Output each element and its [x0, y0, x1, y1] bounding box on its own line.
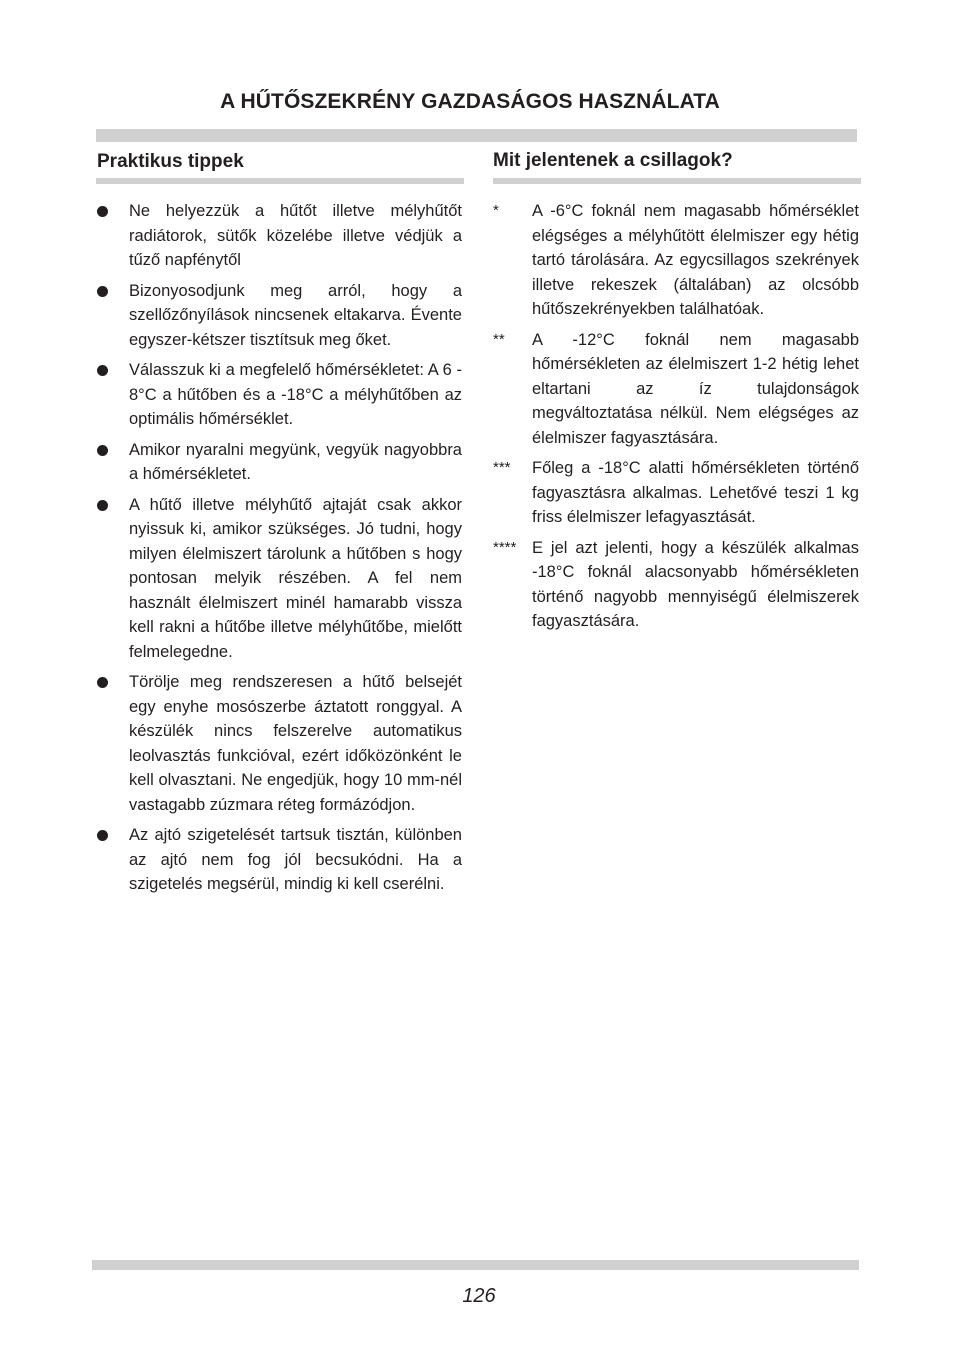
tip-text: Válasszuk ki a megfelelő hőmérsékletet: A 6 - 8°C a hűtőben és a -18°C a mélyhűtőben az optimális hőmérséklet.	[129, 361, 462, 428]
footer-divider	[92, 1260, 859, 1270]
list-item	[493, 199, 859, 322]
list-item	[96, 823, 462, 897]
tip-text: Amikor nyaralni megyünk, vegyük nagyobbra a hőmérsékletet.	[129, 440, 462, 483]
stars-heading-divider	[493, 178, 861, 184]
list-item	[96, 199, 462, 273]
list-item	[96, 438, 462, 487]
tip-text: Törölje meg rendszeresen a hűtő belsejét egy enyhe mosószerbe áztatott ronggyal. A készülék nincs felszerelve automatikus leolvasztás funkcióval, ezért időközönként le kell olvasztani. Ne engedjük, hogy 10 mm-nél vastagabb zúzmara réteg formázódjon.	[129, 673, 462, 814]
bullet-icon	[97, 500, 108, 511]
tip-text: Ne helyezzük a hűtőt illetve mélyhűtőt radiátorok, sütők közelébe illetve védjük a tűző napfénytől	[129, 202, 462, 269]
bullet-icon	[97, 677, 108, 688]
star-rating-mark: **	[493, 330, 505, 348]
bullet-icon	[97, 206, 108, 217]
star-rating-text: A -12°C foknál nem magasabb hőmérsékleten az élelmiszert 1-2 hétig lehet eltartani az íz tulajdonságok megváltoztatása nélkül. Nem elégséges az élelmiszer fagyasztására.	[532, 330, 859, 447]
page-number: 126	[462, 1285, 496, 1307]
list-item	[493, 456, 859, 530]
star-rating-mark: ***	[493, 459, 511, 476]
star-rating-text: E jel azt jelenti, hogy a készülék alkalmas -18°C foknál alacsonyabb hőmérsékleten történő nagyobb mennyiségű élelmiszerek fagyasztására.	[532, 538, 859, 630]
bullet-icon	[97, 830, 108, 841]
tips-list	[96, 199, 462, 903]
bullet-icon	[97, 365, 108, 376]
star-rating-mark: *	[493, 202, 499, 219]
tip-text: A hűtő illetve mélyhűtő ajtaját csak akkor nyissuk ki, amikor szükséges. Jó tudni, hogy milyen élelmiszert tárolunk a hűtőben s hogy pontosan melyik részében. A fel nem használt élelmiszert minél hamarabb vissza kell rakni a hűtőbe illetve mélyhűtőbe, mielőtt felmelegedne.	[129, 495, 462, 661]
star-ratings-list	[493, 199, 859, 640]
stars-heading: Mit jelentenek a csillagok?	[493, 150, 733, 171]
page-title: A HŰTŐSZEKRÉNY GAZDASÁGOS HASZNÁLATA	[220, 90, 720, 113]
tips-heading: Praktikus tippek	[97, 151, 244, 172]
star-rating-mark: ****	[493, 538, 517, 556]
list-item	[493, 536, 859, 634]
list-item	[96, 493, 462, 665]
tip-text: Bizonyosodjunk meg arról, hogy a szellőzőnyílások nincsenek eltakarva. Évente egyszer-kétszer tisztítsuk meg őket.	[129, 281, 462, 349]
star-rating-text: A -6°C foknál nem magasabb hőmérséklet elégséges a mélyhűtött élelmiszer egy hétig tartó tárolására. Az egycsillagos szekrények illetve rekeszek (általában) az olcsóbb hűtőszekrényekben találhatóak.	[532, 202, 859, 318]
tips-heading-divider	[96, 178, 464, 184]
list-item	[493, 328, 859, 451]
bullet-icon	[97, 445, 108, 456]
bullet-icon	[97, 286, 108, 297]
list-item	[96, 279, 462, 353]
title-divider	[96, 129, 857, 142]
tip-text: Az ajtó szigetelését tartsuk tisztán, különben az ajtó nem fog jól becsukódni. Ha a szigetelés megsérül, mindig ki kell cserélni.	[129, 826, 462, 893]
list-item	[96, 670, 462, 817]
star-rating-text: Főleg a -18°C alatti hőmérsékleten történő fagyasztásra alkalmas. Lehetővé teszi 1 kg friss élelmiszer lefagyasztását.	[532, 459, 859, 526]
list-item	[96, 358, 462, 432]
